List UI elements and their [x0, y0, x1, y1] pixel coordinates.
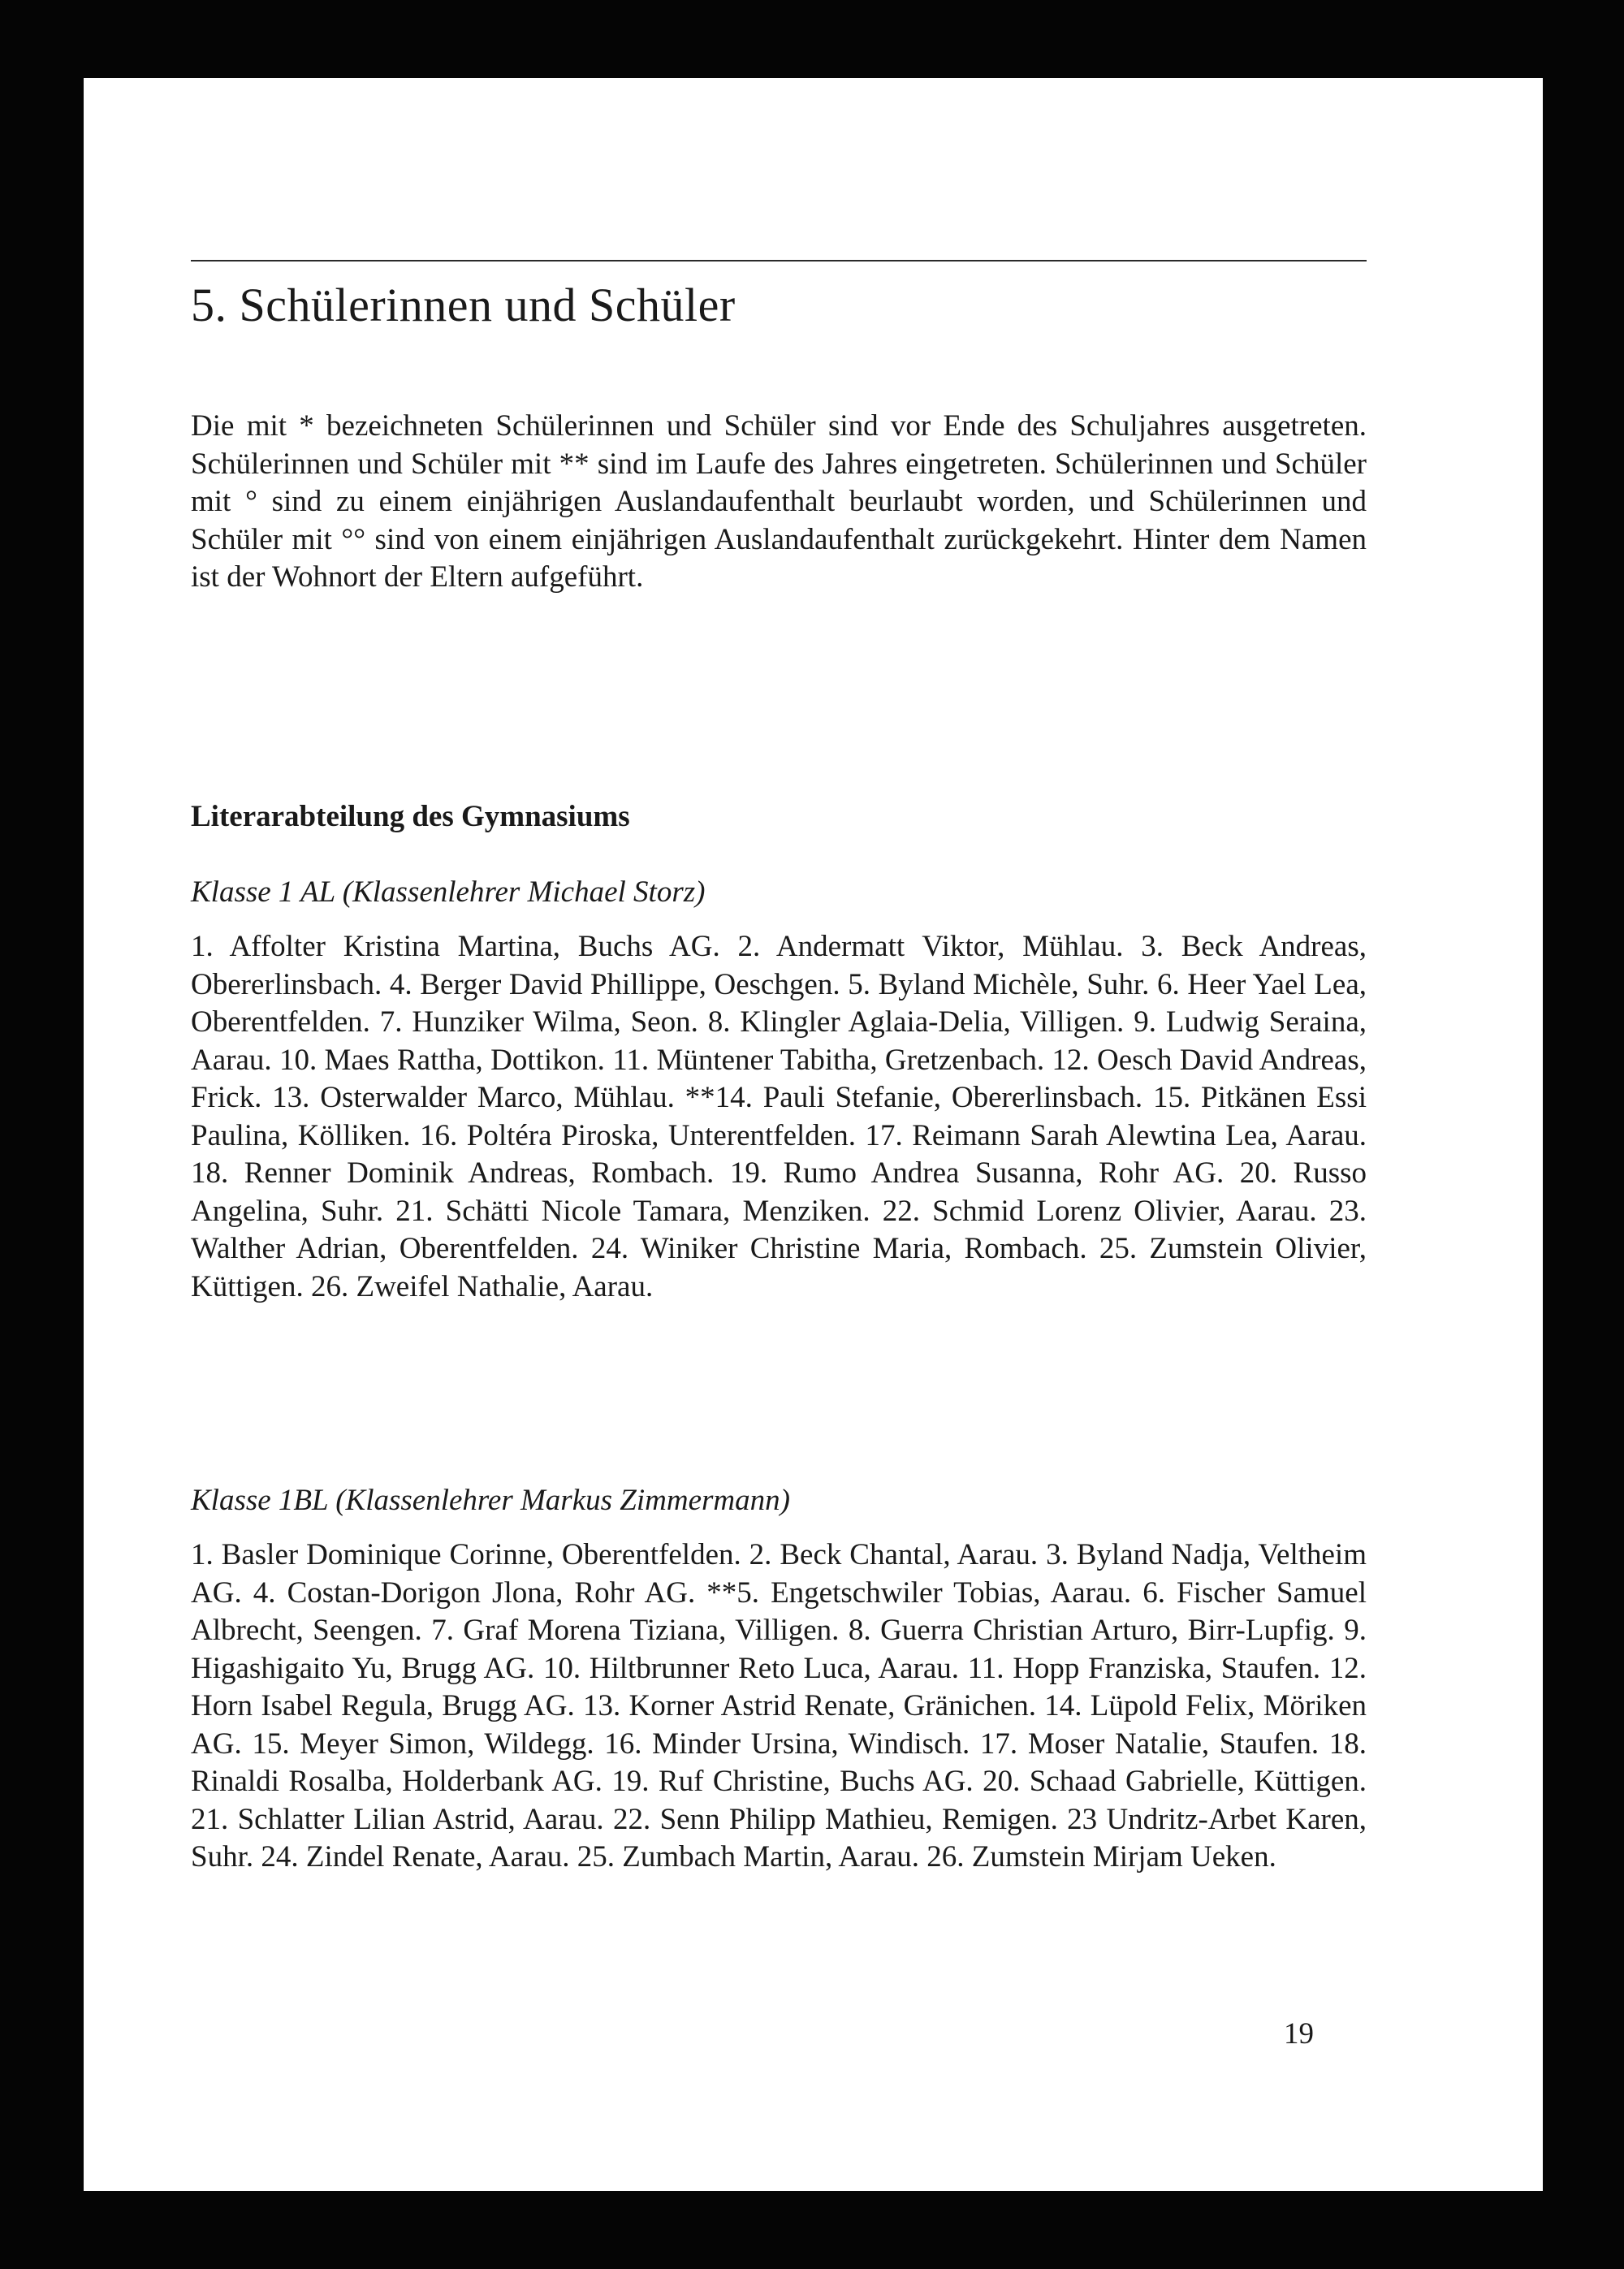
class-section-1bl — [191, 1483, 1367, 1877]
page-number: 19 — [1284, 2017, 1314, 2051]
chapter-title: 5. Schülerinnen und Schüler — [191, 279, 736, 331]
chapter-divider-rule — [191, 260, 1367, 261]
section-heading: Literarabteilung des Gymnasiums — [191, 800, 630, 833]
intro-paragraph: Die mit * bezeichneten Schülerinnen und Schüler sind vor Ende des Schuljahres ausgetreten. Schülerinnen und Schüler mit ** sind im Laufe des Jahres eingetreten. Schülerinnen und Schüler mit ° sind zu einem einjährigen Auslandaufenthalt beurlaubt worden, und Schülerinnen und Schüler mit °° sind von einem einjährigen Auslandaufenthalt zurückgekehrt. Hinter dem Namen ist der Wohnort der Eltern aufgeführt. — [191, 409, 1367, 594]
class-heading: Klasse 1BL (Klassenlehrer Markus Zimmermann) — [191, 1484, 790, 1517]
student-list: 1. Affolter Kristina Martina, Buchs AG. 2. Andermatt Viktor, Mühlau. 3. Beck Andreas, Obererlinsbach. 4. Berger David Phillippe, Oeschgen. 5. Byland Michèle, Suhr. 6. Heer Yael Lea, Oberentfelden. 7. Hunziker Wilma, Seon. 8. Klingler Aglaia-Delia, Villigen. 9. Ludwig Seraina, Aarau. 10. Maes Rattha, Dottikon. 11. Müntener Tabitha, Gretzenbach. 12. Oesch David Andreas, Frick. 13. Osterwalder Marco, Mühlau. **14. Pauli Stefanie, Obererlinsbach. 15. Pitkänen Essi Paulina, Kölliken. 16. Poltéra Piroska, Unterentfelden. 17. Reimann Sarah Alewtina Lea, Aarau. 18. Renner Dominik Andreas, Rombach. 19. Rumo Andrea Susanna, Rohr AG. 20. Russo Angelina, Suhr. 21. Schätti Nicole Tamara, Menziken. 22. Schmid Lorenz Olivier, Aarau. 23. Walther Adrian, Oberentfelden. 24. Winiker Christine Maria, Rombach. 25. Zumstein Olivier, Küttigen. 26. Zweifel Nathalie, Aarau. — [191, 930, 1367, 1303]
student-list: 1. Basler Dominique Corinne, Oberentfelden. 2. Beck Chantal, Aarau. 3. Byland Nadja, Veltheim AG. 4. Costan-Dorigon Jlona, Rohr AG. **5. Engetschwiler Tobias, Aarau. 6. Fischer Samuel Albrecht, Seengen. 7. Graf Morena Tiziana, Villigen. 8. Guerra Christian Arturo, Birr-Lupfig. 9. Higashigaito Yu, Brugg AG. 10. Hiltbrunner Reto Luca, Aarau. 11. Hopp Franziska, Staufen. 12. Horn Isabel Regula, Brugg AG. 13. Korner Astrid Renate, Gränichen. 14. Lüpold Felix, Möriken AG. 15. Meyer Simon, Wildegg. 16. Minder Ursina, Windisch. 17. Moser Natalie, Staufen. 18. Rinaldi Rosalba, Holderbank AG. 19. Ruf Christine, Buchs AG. 20. Schaad Gabrielle, Küttigen. 21. Schlatter Lilian Astrid, Aarau. 22. Senn Philipp Mathieu, Remigen. 23 Undritz-Arbet Karen, Suhr. 24. Zindel Renate, Aarau. 25. Zumbach Martin, Aarau. 26. Zumstein Mirjam Ueken. — [191, 1538, 1367, 1874]
class-heading: Klasse 1 AL (Klassenlehrer Michael Storz) — [191, 875, 706, 909]
document-page — [84, 78, 1543, 2191]
class-section-1al — [191, 875, 1367, 1306]
